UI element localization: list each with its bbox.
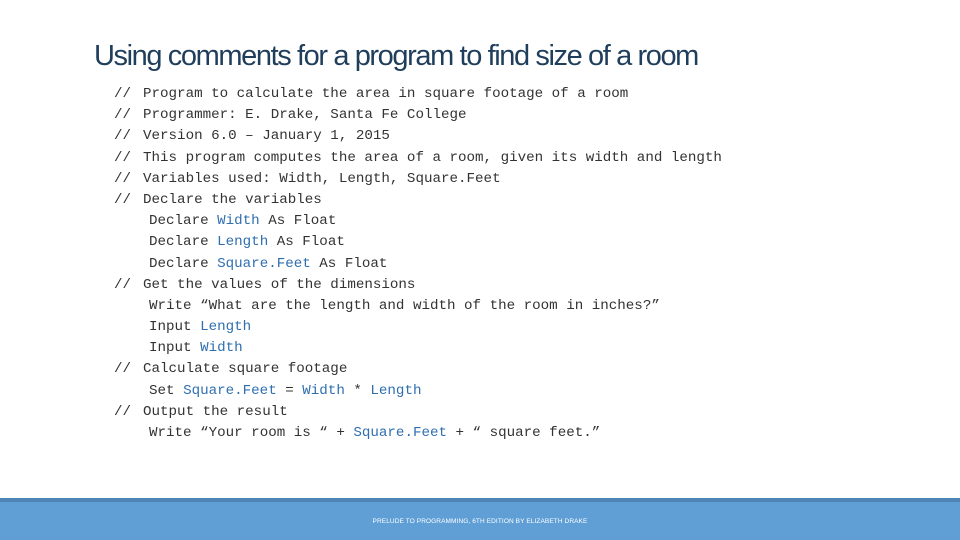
comment-marker: // (114, 361, 132, 378)
comment-text: Output the result (143, 403, 288, 420)
code-comment-line (114, 148, 722, 169)
slide-title: Using comments for a program to find size of a room (94, 40, 698, 72)
comment-marker: // (114, 128, 132, 145)
comment-marker: // (114, 170, 132, 187)
input-length-line (114, 317, 722, 338)
variable-length: Length (217, 234, 269, 251)
comment-marker: // (114, 403, 132, 420)
write-keyword: Write (149, 297, 192, 314)
variable-squarefeet: Square.Feet (183, 382, 277, 399)
declare-keyword: Declare (149, 234, 209, 251)
type-clause: As Float (268, 213, 337, 230)
code-comment-line (114, 126, 722, 147)
equals-operator: = (285, 382, 294, 399)
code-comment-line (114, 190, 722, 211)
write-prompt-line (114, 296, 722, 317)
comment-text: Calculate square footage (143, 361, 348, 378)
comment-marker: // (114, 149, 132, 166)
code-comment-line (114, 105, 722, 126)
variable-length: Length (370, 382, 422, 399)
pseudocode-block (114, 84, 722, 444)
variable-width: Width (302, 382, 345, 399)
code-comment-line (114, 402, 722, 423)
input-keyword: Input (149, 340, 192, 357)
variable-length: Length (200, 319, 252, 336)
multiply-operator: * (353, 382, 362, 399)
set-squarefeet-line (114, 381, 722, 402)
type-clause: As Float (319, 255, 388, 272)
variable-squarefeet: Square.Feet (217, 255, 311, 272)
code-comment-line (114, 84, 722, 105)
comment-marker: // (114, 276, 132, 293)
input-keyword: Input (149, 319, 192, 336)
type-clause: As Float (276, 234, 345, 251)
declare-keyword: Declare (149, 255, 209, 272)
comment-text: Programmer: E. Drake, Santa Fe College (143, 107, 467, 124)
declare-keyword: Declare (149, 213, 209, 230)
code-comment-line (114, 275, 722, 296)
variable-width: Width (200, 340, 243, 357)
comment-text: Variables used: Width, Length, Square.Feet (143, 170, 501, 187)
comment-text: This program computes the area of a room, given its width and length (143, 149, 722, 166)
comment-text: Declare the variables (143, 191, 322, 208)
declare-squarefeet-line (114, 254, 722, 275)
input-width-line (114, 338, 722, 359)
declare-width-line (114, 211, 722, 232)
variable-squarefeet: Square.Feet (353, 425, 448, 441)
result-string-end: + “ square feet.” (455, 425, 601, 441)
write-result-line (114, 423, 722, 444)
comment-text: Program to calculate the area in square footage of a room (143, 86, 629, 102)
prompt-string: “What are the length and width of the room in inches?” (200, 297, 660, 314)
comment-marker: // (114, 107, 132, 124)
code-comment-line (114, 359, 722, 380)
footer-caption: PRELUDE TO PROGRAMMING, 6TH EDITION BY ELIZABETH DRAKE (372, 518, 588, 525)
comment-text: Version 6.0 – January 1, 2015 (143, 128, 390, 145)
comment-marker: // (114, 86, 132, 102)
comment-text: Get the values of the dimensions (143, 276, 416, 293)
set-keyword: Set (149, 382, 175, 399)
declare-length-line (114, 232, 722, 253)
code-comment-line (114, 169, 722, 190)
variable-width: Width (217, 213, 260, 230)
comment-marker: // (114, 191, 132, 208)
result-string-start: “Your room is “ + (200, 425, 345, 441)
write-keyword: Write (149, 425, 192, 441)
